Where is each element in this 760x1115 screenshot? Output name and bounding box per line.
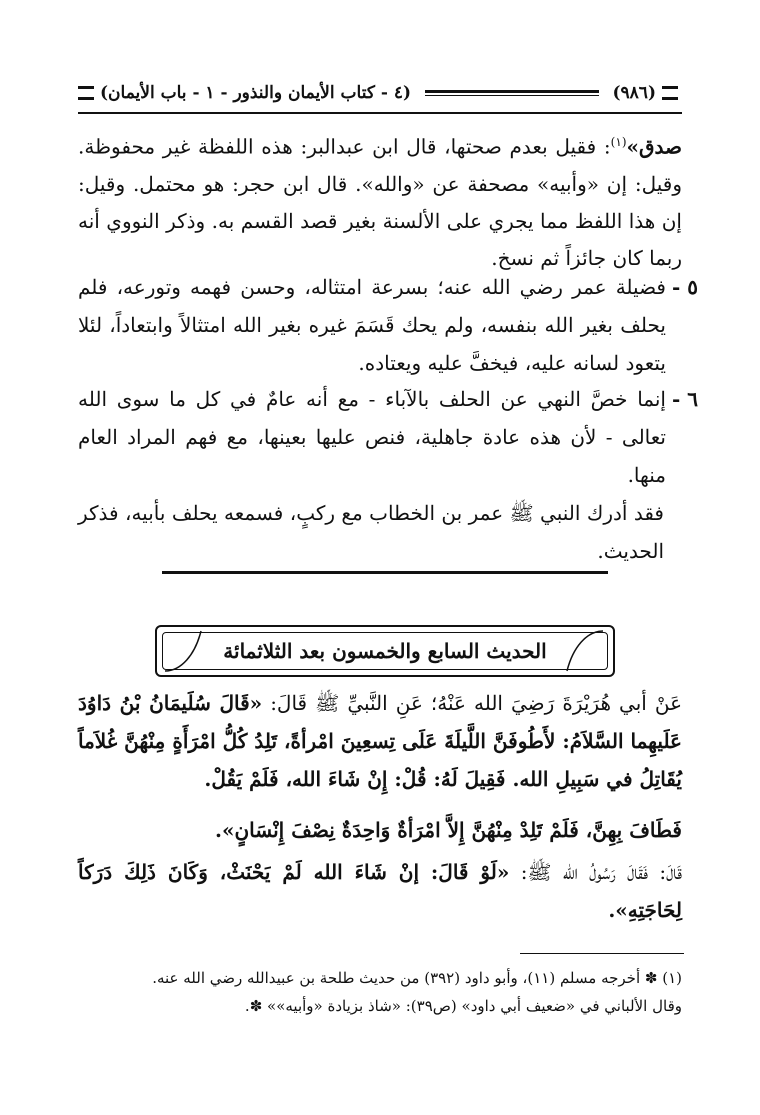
hadith-quote-final: «لَوْ قَالَ: إنْ شَاءَ الله لَمْ يَحْنَثْ، وَكَانَ ذَلِكَ دَرَكاً لِحَاجَتِهِ». [78, 860, 682, 922]
paragraph-continued [78, 124, 682, 277]
hadith-narration: قَالَ: فَقَالَ رَسُولُ الله ﷺ: [520, 860, 682, 884]
item-text: فضيلة عمر رضي الله عنه؛ بسرعة امتثاله، وحسن فهمه وتورعه، فلم يحلف بغير الله بنفسه، ولم يحك قَسَمَ غيره بغير الله امتثالاً وابتعاداً، لئلا يتعود لسانه عليه، فيخفَّ عليه ويعتاده. [78, 275, 666, 375]
lead-word: صدق» [626, 134, 682, 159]
item-text: إنما خصَّ النهي عن الحلف بالآباء - مع أنه عامٌ في كل ما سوى الله تعالى - لأن هذه عادة جاهلية، فنص عليها بعينها، مع فهم المراد العام منها. [78, 387, 666, 487]
page-number: (٩٨٦) [612, 83, 656, 103]
hadith-title-box [155, 625, 615, 677]
hadith-text [78, 684, 682, 798]
header-divider [425, 90, 598, 96]
header-ornament-right [662, 86, 678, 100]
paragraph-closing: فقد أدرك النبي ﷺ عمر بن الخطاب مع ركبٍ، فسمعه يحلف بأبيه، فذكر الحديث. [78, 501, 664, 563]
header-rule [78, 112, 682, 114]
hadith-quote-continued: فَطَافَ بِهِنَّ، فَلَمْ تَلِدْ مِنْهُنَّ إِلاَّ امْرَأةٌ وَاحِدَةٌ نِصْفَ إِنْسَانٍ». [215, 818, 682, 842]
chapter-title: (٤ - كتاب الأيمان والنذور - ١ - باب الأيمان) [100, 83, 412, 103]
hadith-quote: «قَالَ سُلَيمَانُ بْنُ دَاوُدَ عَلَيهِما السَّلاَمُ: لأَطُوفَنَّ اللَّيلَةَ عَلَى تِسعِينَ امْرأةً، تَلِدُ كُلُّ امْرَأَةٍ مِنْهُنَّ غُلاَماً يُقَاتِلُ في سَبِيلِ الله. فَقِيلَ لَهُ: قُلْ: إِنْ شَاءَ الله، فَلَمْ يَقُلْ. [78, 691, 682, 791]
section-separator [162, 571, 608, 574]
footnote-rule [520, 953, 684, 954]
running-header [78, 76, 678, 110]
footnote-1: (١) ✽ أخرجه مسلم (١١)، وأبو داود (٣٩٢) من حديث طلحة بن عبيدالله رضي الله عنه. [152, 969, 682, 987]
header-ornament-left [78, 86, 94, 100]
hadith-conclusion [78, 853, 682, 929]
footnotes [78, 964, 682, 1020]
footnote-1-note: وقال الألباني في «ضعيف أبي داود» (ص٣٩): «شاذ بزيادة «وأبيه»» ✽. [244, 997, 682, 1015]
footnote-ref[interactable]: (١) [610, 135, 627, 149]
paragraph-text: : فقيل بعدم صحتها، قال ابن عبدالبر: هذه اللفظة غير محفوظة. وقيل: إن «وأبيه» مصحفة عن «والله». قال ابن حجر: هو محتمل. وقيل: إن هذا اللفظ مما يجري على الألسنة بغير قصد القسم به. وذكر النووي أنه ربما كان جائزاً ثم نسخ. [78, 134, 682, 270]
hadith-title: الحديث السابع والخمسون بعد الثلاثمائة [223, 639, 547, 663]
list-item-5 [78, 268, 698, 382]
item-number: ٦ - [671, 387, 698, 411]
hadith-intro: عَنْ أبي هُرَيْرَةَ رَضِيَ الله عَنْهُ؛ عَنِ النَّبيِّ ﷺ قَالَ: [270, 691, 682, 715]
list-item-6 [78, 380, 698, 494]
item-number: ٥ - [671, 275, 698, 299]
